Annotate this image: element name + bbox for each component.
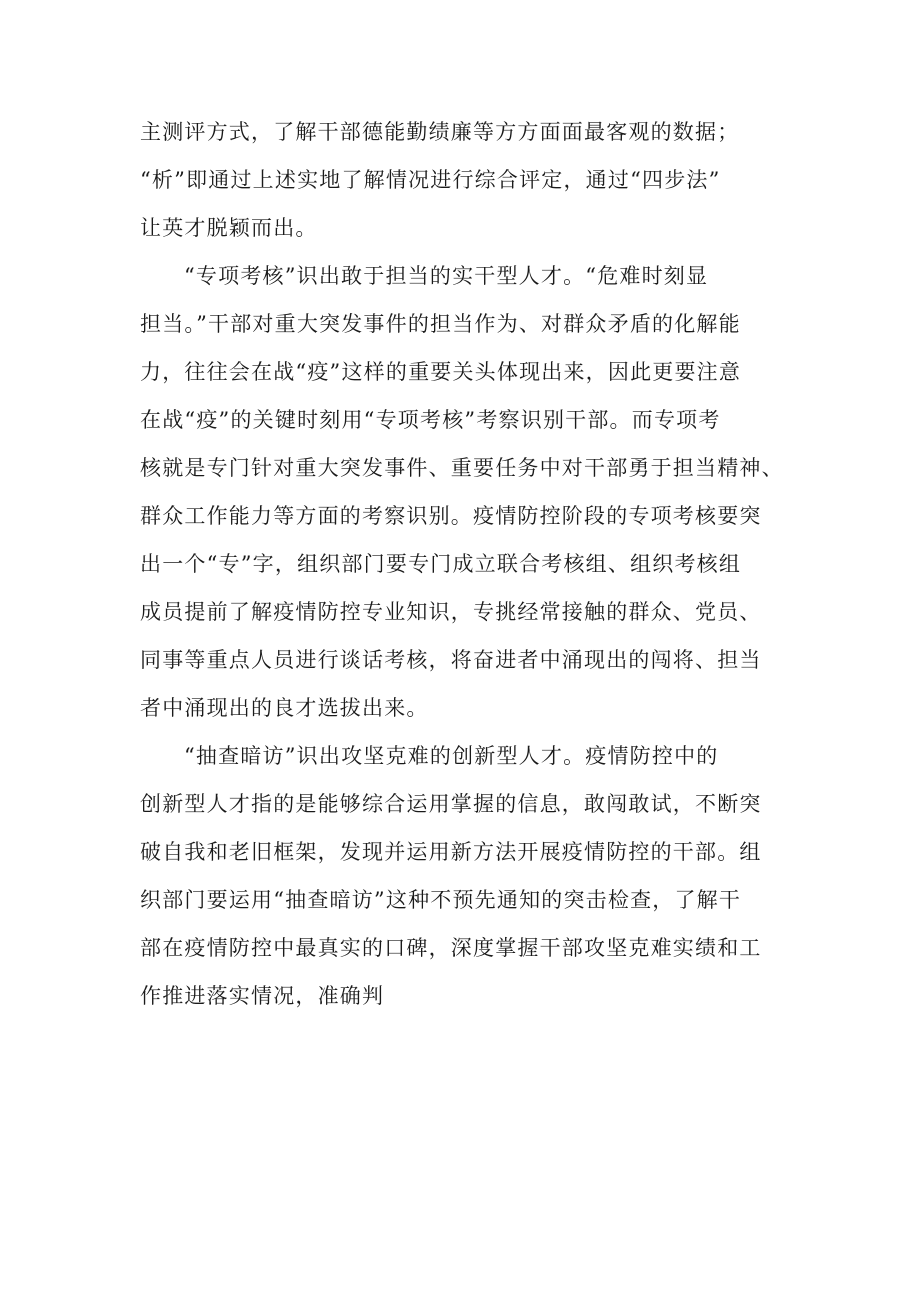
paragraph-2 [140, 252, 796, 732]
text-line: 织部门要运用“抽查暗访”这种不预先通知的突击检查，了解干 [140, 888, 742, 912]
text-line: 担当。”干部对重大突发事件的担当作为、对群众矛盾的化解能 [140, 312, 741, 336]
text-line: 部在疫情防控中最真实的口碑，深度掌握干部攻坚克难实绩和工 [140, 936, 762, 960]
text-line: 在战“疫”的关键时刻用“专项考核”考察识别干部。而专项考 [140, 408, 721, 432]
text-line: 同事等重点人员进行谈话考核，将奋进者中涌现出的闯将、担当 [140, 648, 762, 672]
text-line: “析”即通过上述实地了解情况进行综合评定，通过“四步法” [140, 168, 721, 192]
paragraph-3 [140, 732, 796, 1020]
text-line: 作推进落实情况，准确判 [140, 984, 385, 1008]
text-line: 主测评方式，了解干部德能勤绩廉等方方面面最客观的数据； [140, 120, 740, 144]
text-line: 破自我和老旧框架，发现并运用新方法开展疫情防控的干部。组 [140, 840, 762, 864]
text-line: 出一个“专”字，组织部门要专门成立联合考核组、组织考核组 [140, 552, 742, 576]
paragraph-1 [140, 108, 796, 252]
text-line: 力，往往会在战“疫”这样的重要关头体现出来，因此更要注意 [140, 360, 742, 384]
text-line: 核就是专门针对重大突发事件、重要任务中对干部勇于担当精神、 [140, 456, 784, 480]
text-line: 让英才脱颖而出。 [140, 216, 318, 240]
text-line: “抽查暗访”识出攻坚克难的创新型人才。疫情防控中的 [184, 744, 719, 768]
text-line: “专项考核”识出敢于担当的实干型人才。“危难时刻显 [184, 264, 709, 288]
text-line: 成员提前了解疫情防控专业知识，专挑经常接触的群众、党员、 [140, 600, 762, 624]
body-text [140, 108, 796, 1020]
text-line: 创新型人才指的是能够综合运用掌握的信息，敢闯敢试，不断突 [140, 792, 762, 816]
text-line: 者中涌现出的良才选拔出来。 [140, 696, 429, 720]
text-line: 群众工作能力等方面的考察识别。疫情防控阶段的专项考核要突 [140, 504, 762, 528]
